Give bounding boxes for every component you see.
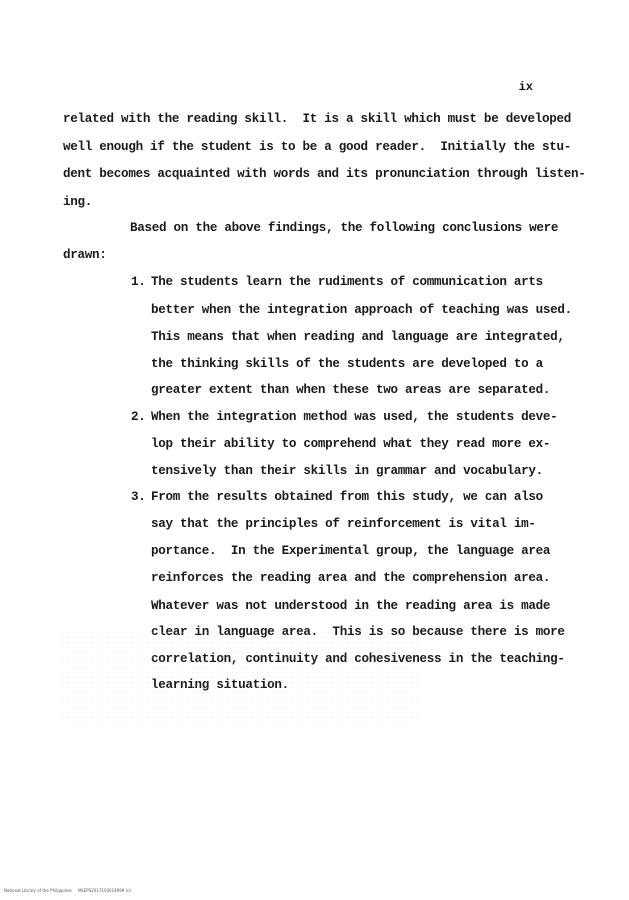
paragraph-line: well enough if the student is to be a good reader. Initially the stu- (63, 140, 572, 154)
list-item-line: better when the integration approach of teaching was used. (151, 303, 572, 317)
paragraph-line: ing. (63, 195, 93, 209)
list-item-line: lop their ability to comprehend what they read more ex- (151, 437, 551, 451)
list-item-line: The students learn the rudiments of communication arts (151, 275, 543, 289)
paragraph-line: Based on the above findings, the following conclusions were (130, 221, 559, 235)
list-item-line: correlation, continuity and cohesiveness in the teaching- (151, 652, 565, 666)
footer-watermark: National Library of the Philippines MLEPS2017103014999 (c) (4, 888, 131, 893)
list-item-line: Whatever was not understood in the reading area is made (151, 599, 551, 613)
list-item-line: tensively than their skills in grammar and vocabulary. (151, 464, 543, 478)
list-item-line: learning situation. (151, 678, 289, 692)
paragraph-line: dent becomes acquainted with words and its pronunciation through listen- (63, 167, 586, 181)
list-item-line: This means that when reading and language are integrated, (151, 330, 565, 344)
list-number: 1. (131, 275, 146, 289)
list-item-line: say that the principles of reinforcement is vital im- (151, 517, 536, 531)
list-item-line: From the results obtained from this study, we can also (151, 490, 543, 504)
page-number: ix (518, 80, 533, 94)
list-item-line: reinforces the reading area and the comprehension area. (151, 571, 551, 585)
list-item-line: When the integration method was used, the students deve- (151, 410, 558, 424)
paragraph-line: related with the reading skill. It is a skill which must be developed (63, 112, 572, 126)
list-item-line: clear in language area. This is so because there is more (151, 625, 565, 639)
paragraph-line: drawn: (63, 248, 107, 262)
scan-speckle (60, 630, 420, 725)
list-number: 2. (131, 410, 146, 424)
list-item-line: portance. In the Experimental group, the language area (151, 544, 551, 558)
list-item-line: greater extent than when these two areas are separated. (151, 383, 551, 397)
list-number: 3. (131, 490, 146, 504)
list-item-line: the thinking skills of the students are developed to a (151, 357, 543, 371)
